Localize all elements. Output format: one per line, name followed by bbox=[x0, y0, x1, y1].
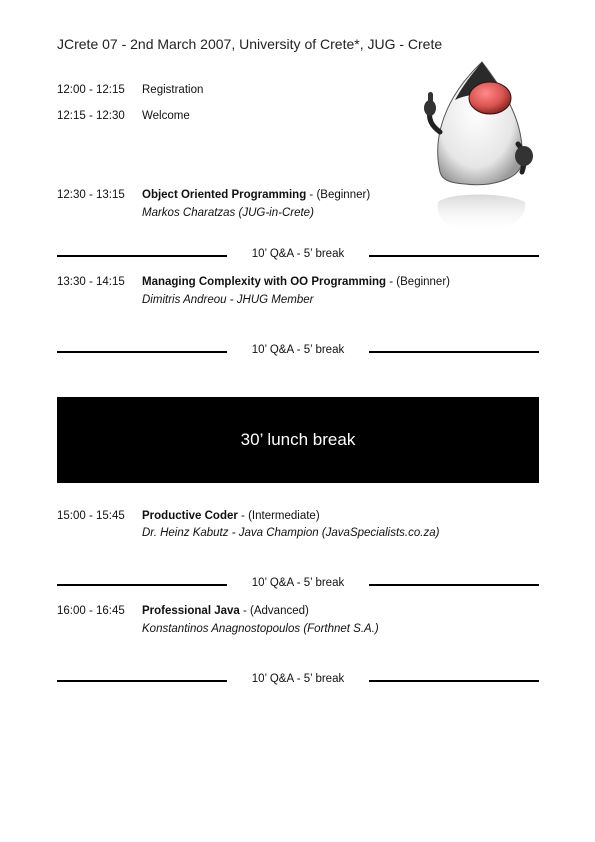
qa-break-separator bbox=[57, 578, 539, 592]
page-title: JCrete 07 - 2nd March 2007, University of Crete*, JUG - Crete bbox=[57, 36, 443, 52]
qa-break-label: 10’ Q&A - 5’ break bbox=[251, 577, 345, 589]
session-time: 12:30 - 13:15 bbox=[57, 189, 125, 201]
qa-break-label: 10’ Q&A - 5’ break bbox=[251, 248, 345, 260]
qa-break-separator bbox=[57, 674, 539, 688]
qa-break-separator bbox=[57, 249, 539, 263]
session-level: - (Beginner) bbox=[306, 189, 371, 201]
session-time: 16:00 - 16:45 bbox=[57, 605, 125, 617]
session-time: 13:30 - 14:15 bbox=[57, 276, 125, 288]
session-speaker: Dimitris Andreou - JHUG Member bbox=[142, 294, 314, 306]
session-title: Welcome bbox=[142, 110, 190, 122]
session-speaker: Markos Charatzas (JUG-in-Crete) bbox=[142, 207, 314, 219]
session-description bbox=[142, 510, 320, 522]
session-speaker: Dr. Heinz Kabutz - Java Champion (JavaSpecialists.co.za) bbox=[142, 527, 440, 539]
session-title: Object Oriented Programming bbox=[142, 189, 307, 201]
session-time: 15:00 - 15:45 bbox=[57, 510, 125, 522]
session-time: 12:15 - 12:30 bbox=[57, 110, 125, 122]
lunch-break-banner: 30’ lunch break bbox=[57, 397, 539, 483]
session-description bbox=[142, 276, 450, 288]
session-title: Registration bbox=[142, 84, 204, 96]
session-speaker: Konstantinos Anagnostopoulos (Forthnet S.A.) bbox=[142, 623, 379, 635]
qa-break-label: 10’ Q&A - 5’ break bbox=[251, 344, 345, 356]
session-description bbox=[142, 189, 370, 201]
session-level: - (Intermediate) bbox=[237, 510, 320, 522]
duke-java-mascot-icon bbox=[410, 52, 545, 237]
separator-line bbox=[369, 584, 539, 586]
separator-line bbox=[369, 255, 539, 257]
session-title: Professional Java bbox=[142, 605, 240, 617]
session-title: Productive Coder bbox=[142, 510, 238, 522]
qa-break-label: 10’ Q&A - 5’ break bbox=[251, 673, 345, 685]
session-description bbox=[142, 605, 309, 617]
separator-line bbox=[369, 680, 539, 682]
qa-break-separator bbox=[57, 345, 539, 359]
separator-line bbox=[369, 351, 539, 353]
session-title: Managing Complexity with OO Programming bbox=[142, 276, 387, 288]
session-level: - (Advanced) bbox=[239, 605, 309, 617]
session-time: 12:00 - 12:15 bbox=[57, 84, 125, 96]
session-level: - (Beginner) bbox=[386, 276, 450, 288]
